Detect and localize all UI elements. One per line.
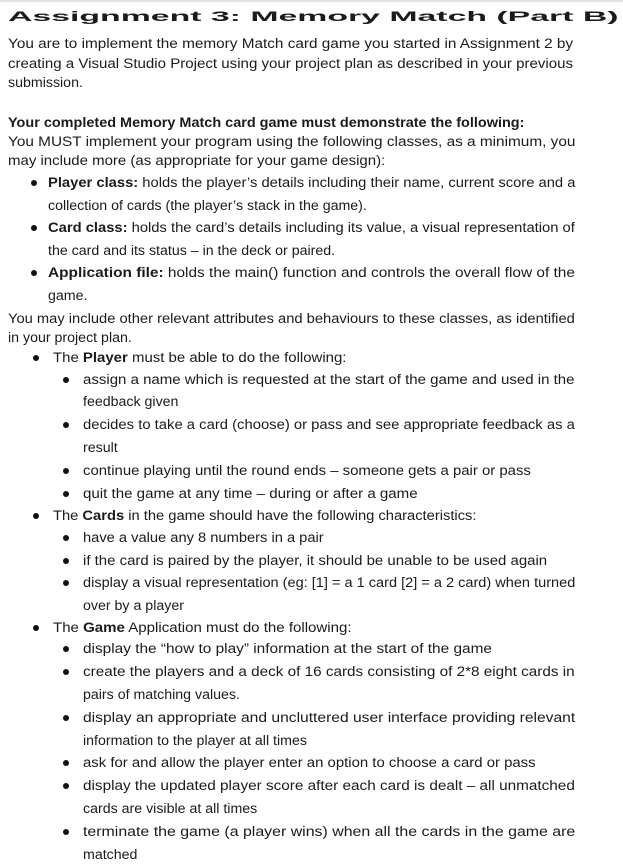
game-section-heading: The Game Application must do the following: xyxy=(53,620,352,636)
card-characteristic: have a value any 8 numbers in a pair xyxy=(83,530,324,546)
intro-line: You are to implement the memory Match card game you started in Assignment 2 by xyxy=(8,36,574,52)
player-class-item: Player class: holds the player’s details including their name, current score and a xyxy=(48,175,576,191)
game-requirement: display an appropriate and uncluttered user interface providing relevant xyxy=(83,710,576,726)
must-line: may include more (as appropriate for your game design): xyxy=(8,153,386,169)
bullet-icon xyxy=(33,625,39,631)
bullet-icon xyxy=(63,715,69,721)
player-requirement: decides to take a card (choose) or pass and see appropriate feedback as a xyxy=(83,417,575,433)
player-requirement-cont: feedback given xyxy=(83,394,179,410)
application-file-item-cont: game. xyxy=(48,288,88,304)
bullet-icon xyxy=(31,270,37,276)
bullet-icon xyxy=(31,180,37,186)
game-requirement-cont: pairs of matching values. xyxy=(83,687,240,703)
player-requirement: quit the game at any time – during or after a game xyxy=(83,486,418,502)
player-section-heading: The Player must be able to do the following: xyxy=(53,350,347,366)
bullet-icon xyxy=(63,783,69,789)
bullet-icon xyxy=(63,491,69,497)
card-class-item-cont: the card and its status – in the deck or paired. xyxy=(48,243,336,259)
bullet-icon xyxy=(63,558,69,564)
bullet-icon xyxy=(63,535,69,541)
bullet-icon xyxy=(31,225,37,231)
intro-line: creating a Visual Studio Project using your project plan as described in your previous xyxy=(8,56,574,72)
bullet-icon xyxy=(33,355,39,361)
bullet-icon xyxy=(63,422,69,428)
game-requirement: ask for and allow the player enter an option to choose a card or pass xyxy=(83,755,536,771)
bullet-icon xyxy=(63,377,69,383)
requirements-heading: Your completed Memory Match card game must demonstrate the following: xyxy=(8,115,525,131)
bullet-icon xyxy=(63,646,69,652)
card-characteristic: if the card is paired by the player, it should be unable to be used again xyxy=(83,553,548,569)
bullet-icon xyxy=(63,669,69,675)
bullet-icon xyxy=(33,513,39,519)
player-requirement: continue playing until the round ends – someone gets a pair or pass xyxy=(83,463,531,479)
player-class-item-cont: collection of cards (the player’s stack in the game). xyxy=(48,198,367,214)
may-include-line: You may include other relevant attributes and behaviours to these classes, as identified xyxy=(8,311,575,327)
top-divider xyxy=(0,0,623,2)
game-requirement: create the players and a deck of 16 cards consisting of 2*8 eight cards in xyxy=(83,664,575,680)
bullet-icon xyxy=(63,580,69,586)
game-requirement: terminate the game (a player wins) when all the cards in the game are xyxy=(83,824,576,840)
game-requirement: display the “how to play” information at the start of the game xyxy=(83,641,492,657)
game-requirement-cont: cards are visible at all times xyxy=(83,801,258,817)
player-requirement: assign a name which is requested at the start of the game and used in the xyxy=(83,372,575,388)
game-requirement-cont: matched xyxy=(83,847,138,863)
may-include-line: in your project plan. xyxy=(8,330,132,346)
bullet-icon xyxy=(63,760,69,766)
card-characteristic: display a visual representation (eg: [1] = a 1 card [2] = a 2 card) when turned xyxy=(83,575,576,591)
assignment-title: Assignment 3: Memory Match (Part B) xyxy=(8,9,619,25)
card-class-item: Card class: holds the card’s details including its value, a visual representation of xyxy=(48,220,575,236)
card-characteristic-cont: over by a player xyxy=(83,598,184,614)
bullet-icon xyxy=(63,468,69,474)
cards-section-heading: The Cards in the game should have the following characteristics: xyxy=(53,508,477,524)
must-line: You MUST implement your program using the following classes, as a minimum, you xyxy=(8,134,576,150)
bullet-icon xyxy=(63,829,69,835)
application-file-item: Application file: holds the main() function and controls the overall flow of the xyxy=(48,265,575,281)
intro-line: submission. xyxy=(8,75,83,91)
game-requirement: display the updated player score after each card is dealt – all unmatched xyxy=(83,778,575,794)
player-requirement-cont: result xyxy=(83,440,118,456)
game-requirement-cont: information to the player at all times xyxy=(83,733,307,749)
